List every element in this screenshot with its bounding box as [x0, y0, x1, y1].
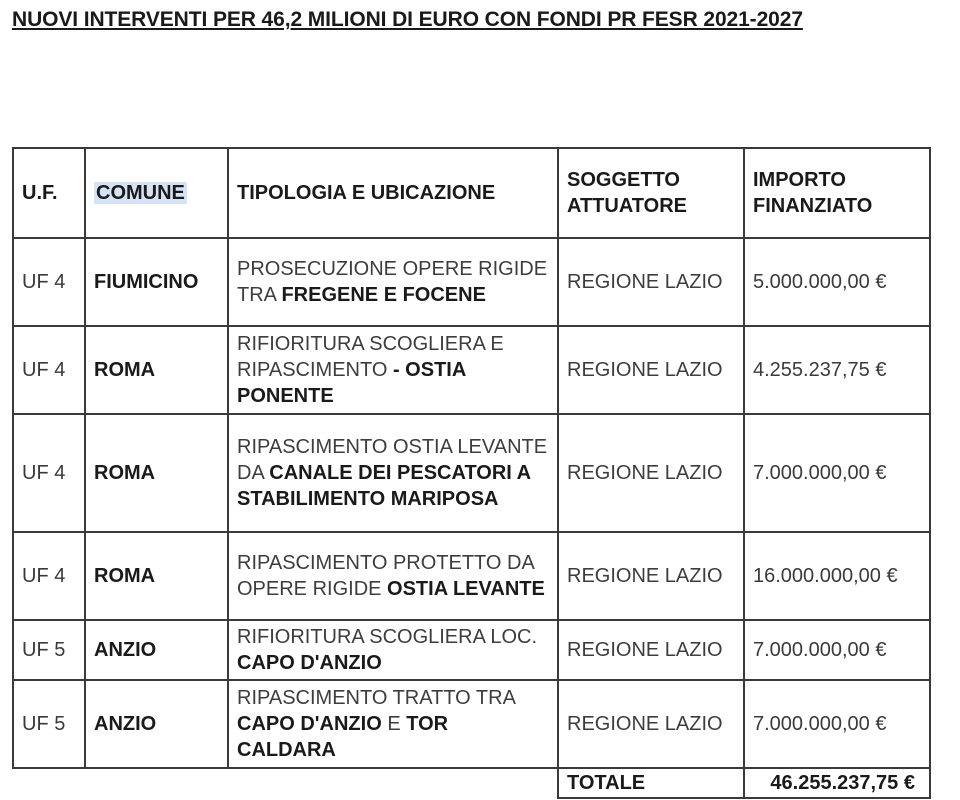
cell-soggetto: REGIONE LAZIO	[558, 238, 744, 326]
table-row	[13, 680, 930, 768]
cell-importo: 5.000.000,00 €	[744, 238, 930, 326]
total-label: TOTALE	[558, 768, 744, 798]
cell-importo: 7.000.000,00 €	[744, 620, 930, 680]
cell-tipologia	[228, 238, 558, 326]
header-comune-label: COMUNE	[96, 182, 185, 204]
table-header-row	[13, 148, 930, 238]
header-comune	[85, 148, 228, 238]
cell-comune: FIUMICINO	[85, 238, 228, 326]
cell-comune: ANZIO	[85, 620, 228, 680]
cell-uf: UF 5	[13, 680, 85, 768]
tipologia-bold-text: - OSTIA PONENTE	[237, 359, 466, 407]
tipologia-text: RIPASCIMENTO OSTIA LEVANTE DA	[237, 436, 548, 484]
header-importo: IMPORTO FINANZIATO	[744, 148, 930, 238]
cell-soggetto: REGIONE LAZIO	[558, 414, 744, 532]
tipologia-text: RIFIORITURA SCOGLIERA LOC.	[237, 626, 538, 648]
tipologia-text: PROSECUZIONE OPERE RIGIDE TRA	[237, 258, 548, 306]
cell-soggetto: REGIONE LAZIO	[558, 680, 744, 768]
cell-tipologia	[228, 620, 558, 680]
cell-tipologia	[228, 414, 558, 532]
cell-soggetto: REGIONE LAZIO	[558, 620, 744, 680]
header-uf: U.F.	[13, 148, 85, 238]
tipologia-text: E	[381, 713, 407, 735]
cell-importo: 7.000.000,00 €	[744, 680, 930, 768]
tipologia-text: RIFIORITURA SCOGLIERA E RIPASCIMENTO	[237, 333, 504, 381]
total-value: 46.255.237,75 €	[744, 768, 930, 798]
cell-comune: ROMA	[85, 532, 228, 620]
cell-comune: ROMA	[85, 326, 228, 414]
table-row	[13, 238, 930, 326]
cell-importo: 7.000.000,00 €	[744, 414, 930, 532]
tipologia-bold-text: FREGENE E FOCENE	[281, 284, 486, 306]
tipologia-bold-text: TOR CALDARA	[237, 713, 449, 761]
cell-soggetto: REGIONE LAZIO	[558, 326, 744, 414]
cell-uf: UF 4	[13, 532, 85, 620]
tipologia-bold-text: CAPO D'ANZIO	[237, 652, 382, 674]
cell-comune: ROMA	[85, 414, 228, 532]
cell-importo: 4.255.237,75 €	[744, 326, 930, 414]
cell-uf: UF 4	[13, 414, 85, 532]
total-spacer	[13, 768, 558, 798]
cell-uf: UF 4	[13, 238, 85, 326]
cell-tipologia	[228, 532, 558, 620]
tipologia-text: RIPASCIMENTO PROTETTO DA OPERE RIGIDE	[237, 552, 534, 600]
cell-uf: UF 5	[13, 620, 85, 680]
cell-tipologia	[228, 680, 558, 768]
header-soggetto: SOGGETTO ATTUATORE	[558, 148, 744, 238]
tipologia-bold-text: CANALE DEI PESCATORI A STABILIMENTO MARIPOSA	[237, 462, 531, 510]
table-row	[13, 326, 930, 414]
total-row	[13, 768, 930, 798]
tipologia-bold-text: OSTIA LEVANTE	[387, 578, 545, 600]
table-row	[13, 620, 930, 680]
header-tipologia: TIPOLOGIA E UBICAZIONE	[228, 148, 558, 238]
cell-soggetto: REGIONE LAZIO	[558, 532, 744, 620]
page-title: NUOVI INTERVENTI PER 46,2 MILIONI DI EURO CON FONDI PR FESR 2021-2027	[12, 8, 803, 31]
cell-uf: UF 4	[13, 326, 85, 414]
cell-importo: 16.000.000,00 €	[744, 532, 930, 620]
tipologia-bold-text: CAPO D'ANZIO	[237, 713, 382, 735]
tipologia-text: RIPASCIMENTO TRATTO TRA	[237, 687, 515, 709]
table-row	[13, 532, 930, 620]
cell-tipologia	[228, 326, 558, 414]
table-row	[13, 414, 930, 532]
funding-table	[12, 147, 931, 799]
cell-comune: ANZIO	[85, 680, 228, 768]
